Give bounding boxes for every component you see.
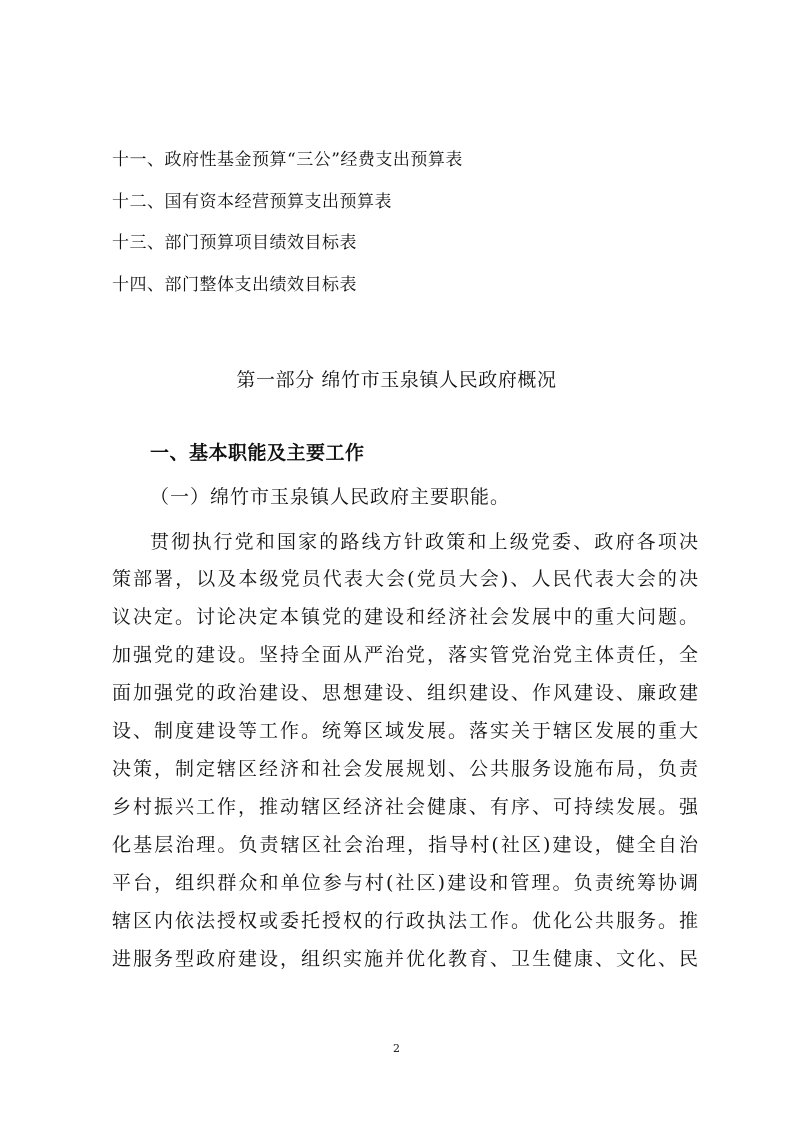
toc-item-11: 十一、政府性基金预算“三公”经费支出预算表	[112, 150, 463, 170]
paragraph-line: 进服务型政府建设，组织实施并优化教育、卫生健康、文化、民	[112, 948, 698, 970]
paragraph-line: 辖区内依法授权或委托授权的行政执法工作。优化公共服务。推	[112, 910, 698, 932]
sub-heading: （一）绵竹市玉泉镇人民政府主要职能。	[150, 486, 511, 508]
part-title: 第一部分 绵竹市玉泉镇人民政府概况	[236, 369, 557, 391]
paragraph-line: 平台，组织群众和单位参与村(社区)建设和管理。负责统筹协调	[112, 872, 698, 894]
paragraph-line: 决策，制定辖区经济和社会发展规划、公共服务设施布局，负责	[112, 758, 698, 780]
paragraph-line: 面加强党的政治建设、思想建设、组织建设、作风建设、廉政建	[112, 682, 698, 704]
page-number: 2	[393, 1042, 400, 1055]
paragraph-line: 设、制度建设等工作。统筹区域发展。落实关于辖区发展的重大	[112, 720, 698, 742]
paragraph-line: 议决定。讨论决定本镇党的建设和经济社会发展中的重大问题。	[112, 606, 698, 628]
paragraph-line: 贯彻执行党和国家的路线方针政策和上级党委、政府各项决	[150, 531, 698, 553]
paragraph-line: 化基层治理。负责辖区社会治理，指导村(社区)建设，健全自治	[112, 834, 698, 856]
toc-item-12: 十二、国有资本经营预算支出预算表	[112, 192, 392, 212]
paragraph-line: 加强党的建设。坚持全面从严治党，落实管党治党主体责任，全	[112, 644, 698, 666]
section-heading: 一、基本职能及主要工作	[150, 442, 365, 464]
paragraph-line: 策部署，以及本级党员代表大会(党员大会)、人民代表大会的决	[112, 568, 698, 590]
toc-item-13: 十三、部门预算项目绩效目标表	[112, 233, 357, 253]
toc-item-14: 十四、部门整体支出绩效目标表	[112, 275, 357, 295]
paragraph-line: 乡村振兴工作，推动辖区经济社会健康、有序、可持续发展。强	[112, 796, 698, 818]
